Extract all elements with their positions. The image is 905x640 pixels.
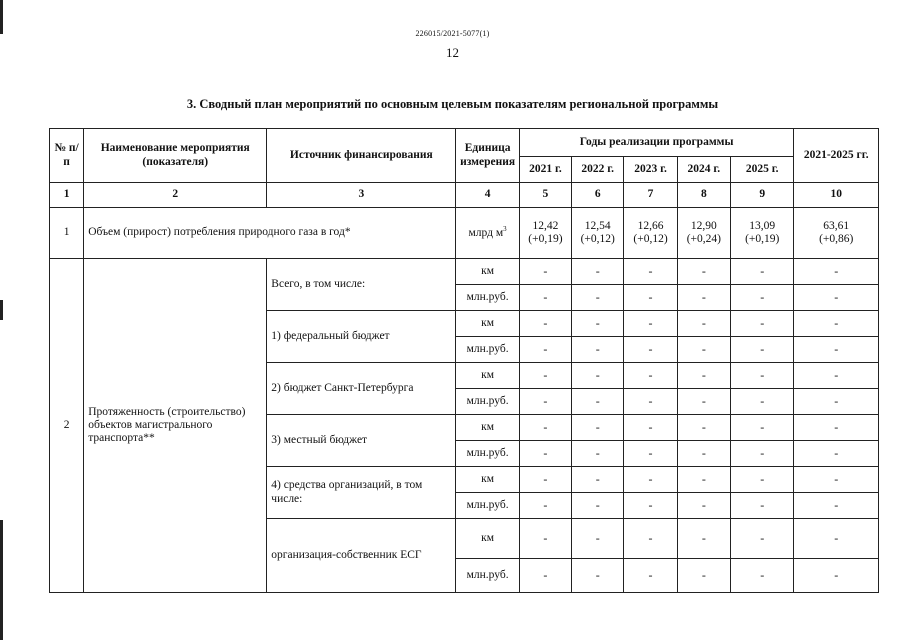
- value-delta: (+0,12): [580, 233, 615, 245]
- value-cell: -: [731, 259, 794, 285]
- value-cell: -: [624, 259, 677, 285]
- value-cell: -: [794, 363, 879, 389]
- value-cell: -: [794, 467, 879, 493]
- value-cell: -: [519, 389, 571, 415]
- value-cell: [519, 208, 571, 259]
- value-cell: -: [519, 467, 571, 493]
- value-cell: -: [624, 415, 677, 441]
- value: 12,54: [584, 219, 611, 232]
- column-index: 9: [731, 183, 794, 208]
- value-cell: -: [624, 337, 677, 363]
- column-index: 2: [84, 183, 267, 208]
- value-cell: -: [677, 285, 730, 311]
- scan-edge-mark: [0, 300, 3, 320]
- value-cell: -: [731, 441, 794, 467]
- value-cell: -: [794, 441, 879, 467]
- value-cell: -: [624, 311, 677, 337]
- value-cell: -: [794, 259, 879, 285]
- value-cell: -: [624, 441, 677, 467]
- value-delta: (+0,19): [528, 233, 563, 245]
- value-cell: -: [794, 389, 879, 415]
- summary-plan-table: [49, 128, 879, 593]
- column-index: 8: [677, 183, 730, 208]
- row-number: 1: [50, 208, 84, 259]
- value: 13,09: [749, 219, 776, 232]
- value: 63,61: [823, 219, 850, 232]
- value-cell: -: [519, 363, 571, 389]
- unit-text: млрд м: [468, 227, 504, 240]
- year-header: 2024 г.: [677, 157, 730, 183]
- table-row: [50, 259, 879, 285]
- unit-cell: млн.руб.: [456, 337, 519, 363]
- value-cell: [677, 208, 730, 259]
- value-cell: -: [794, 415, 879, 441]
- value: 12,66: [637, 219, 664, 232]
- value-cell: -: [794, 519, 879, 559]
- col-num-header: № п/п: [50, 129, 84, 183]
- value-cell: -: [677, 467, 730, 493]
- value-cell: -: [624, 285, 677, 311]
- value-cell: -: [677, 519, 730, 559]
- column-index: 1: [50, 183, 84, 208]
- header-row: [50, 129, 879, 157]
- funding-source: 1) федеральный бюджет: [267, 311, 456, 363]
- unit-cell: км: [456, 311, 519, 337]
- unit-cell: км: [456, 519, 519, 559]
- value-cell: -: [677, 363, 730, 389]
- value-cell: -: [572, 285, 624, 311]
- unit-cell: млн.руб.: [456, 493, 519, 519]
- value-cell: [794, 208, 879, 259]
- column-index: 3: [267, 183, 456, 208]
- column-index: 6: [572, 183, 624, 208]
- value-cell: -: [572, 467, 624, 493]
- value-cell: -: [519, 441, 571, 467]
- unit-cell: [456, 208, 519, 259]
- value-cell: -: [572, 389, 624, 415]
- value-cell: -: [731, 337, 794, 363]
- value-cell: -: [572, 259, 624, 285]
- column-index-row: [50, 183, 879, 208]
- value: 12,42: [532, 219, 559, 232]
- value-cell: -: [677, 311, 730, 337]
- indicator-name: Протяженность (строительство) объектов магистрального транспорта**: [84, 259, 267, 593]
- unit-cell: км: [456, 363, 519, 389]
- value-cell: -: [572, 519, 624, 559]
- col-name-header: Наименование мероприятия (показателя): [84, 129, 267, 183]
- value-cell: -: [572, 363, 624, 389]
- value-cell: -: [794, 337, 879, 363]
- value-delta: (+0,24): [686, 233, 721, 245]
- value-cell: -: [519, 415, 571, 441]
- year-header: 2022 г.: [572, 157, 624, 183]
- value-cell: -: [624, 559, 677, 593]
- indicator-name: Объем (прирост) потребления природного газа в год*: [84, 208, 456, 259]
- col-unit-header: Единица измерения: [456, 129, 519, 183]
- unit-superscript: 3: [503, 225, 507, 234]
- value-cell: -: [572, 311, 624, 337]
- value-cell: -: [731, 519, 794, 559]
- value-cell: -: [519, 559, 571, 593]
- year-header: 2021 г.: [519, 157, 571, 183]
- value-cell: -: [731, 389, 794, 415]
- unit-cell: млн.руб.: [456, 389, 519, 415]
- value-cell: -: [519, 285, 571, 311]
- value-cell: -: [731, 415, 794, 441]
- value-cell: [731, 208, 794, 259]
- row-number: 2: [50, 259, 84, 593]
- value-cell: -: [519, 311, 571, 337]
- value-cell: -: [519, 337, 571, 363]
- document-id: 226015/2021-5077(1): [415, 29, 490, 38]
- value-cell: -: [677, 389, 730, 415]
- funding-source: 2) бюджет Санкт-Петербурга: [267, 363, 456, 415]
- funding-source: Всего, в том числе:: [267, 259, 456, 311]
- value-delta: (+0,86): [819, 233, 854, 245]
- value-cell: -: [572, 337, 624, 363]
- value-cell: -: [572, 493, 624, 519]
- value-cell: -: [624, 389, 677, 415]
- unit-cell: км: [456, 259, 519, 285]
- value-cell: -: [731, 559, 794, 593]
- value-cell: [624, 208, 677, 259]
- years-group-header: Годы реализации программы: [519, 129, 794, 157]
- value: 12,90: [690, 219, 717, 232]
- value-cell: -: [677, 559, 730, 593]
- unit-cell: км: [456, 467, 519, 493]
- scan-edge-mark: [0, 520, 3, 640]
- value-cell: -: [572, 559, 624, 593]
- value-cell: -: [572, 441, 624, 467]
- value-cell: -: [794, 311, 879, 337]
- year-header: 2025 г.: [731, 157, 794, 183]
- year-header: 2023 г.: [624, 157, 677, 183]
- value-delta: (+0,12): [633, 233, 668, 245]
- value-cell: -: [677, 441, 730, 467]
- funding-source: организация-собственник ЕСГ: [267, 519, 456, 593]
- value-cell: -: [519, 519, 571, 559]
- value-cell: -: [677, 337, 730, 363]
- section-title: 3. Сводный план мероприятий по основным целевым показателям региональной программы: [186, 97, 719, 111]
- value-cell: -: [731, 467, 794, 493]
- funding-source: 4) средства организаций, в том числе:: [267, 467, 456, 519]
- value-cell: [572, 208, 624, 259]
- value-delta: (+0,19): [745, 233, 780, 245]
- table-row: [50, 208, 879, 259]
- value-cell: -: [731, 493, 794, 519]
- value-cell: -: [794, 559, 879, 593]
- col-source-header: Источник финансирования: [267, 129, 456, 183]
- column-index: 7: [624, 183, 677, 208]
- unit-cell: млн.руб.: [456, 285, 519, 311]
- value-cell: -: [624, 467, 677, 493]
- column-index: 10: [794, 183, 879, 208]
- value-cell: -: [624, 519, 677, 559]
- page-number: 12: [446, 45, 459, 60]
- column-index: 4: [456, 183, 519, 208]
- value-cell: -: [731, 363, 794, 389]
- funding-source: 3) местный бюджет: [267, 415, 456, 467]
- value-cell: -: [677, 493, 730, 519]
- value-cell: -: [519, 259, 571, 285]
- unit-cell: млн.руб.: [456, 441, 519, 467]
- value-cell: -: [794, 493, 879, 519]
- value-cell: -: [677, 415, 730, 441]
- value-cell: -: [731, 285, 794, 311]
- value-cell: -: [624, 493, 677, 519]
- value-cell: -: [794, 285, 879, 311]
- value-cell: -: [519, 493, 571, 519]
- value-cell: -: [731, 311, 794, 337]
- unit-cell: км: [456, 415, 519, 441]
- value-cell: -: [624, 363, 677, 389]
- col-total-header: 2021-2025 гг.: [794, 129, 879, 183]
- value-cell: -: [572, 415, 624, 441]
- column-index: 5: [519, 183, 571, 208]
- value-cell: -: [677, 259, 730, 285]
- unit-cell: млн.руб.: [456, 559, 519, 593]
